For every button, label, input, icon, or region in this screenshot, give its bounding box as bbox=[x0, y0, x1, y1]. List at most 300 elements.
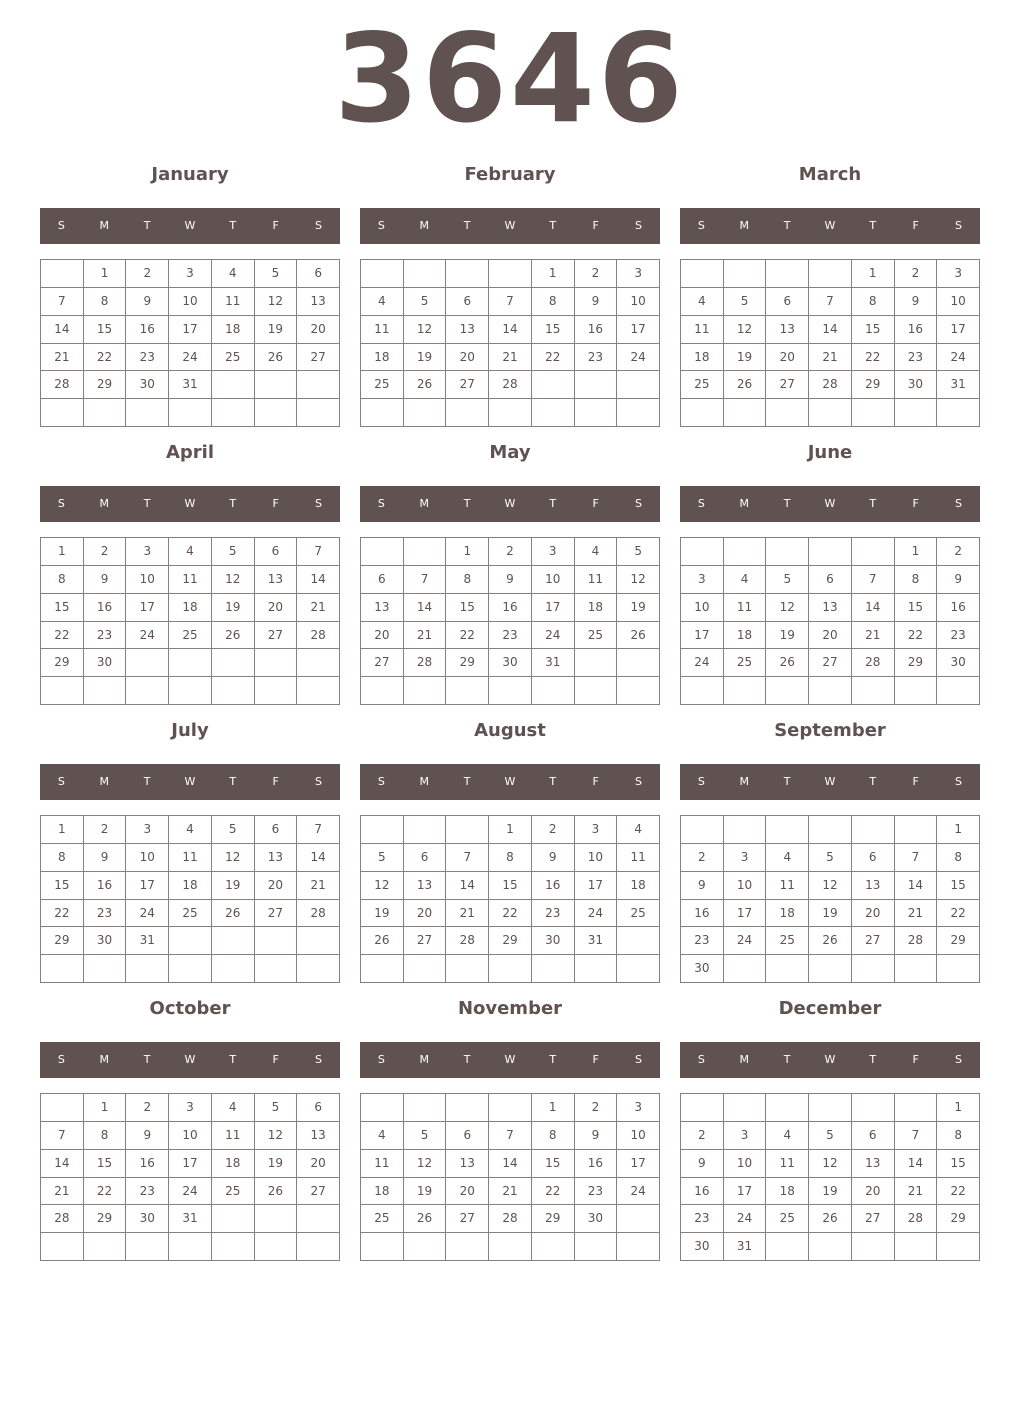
day-cell: 30 bbox=[681, 1233, 724, 1261]
day-grid bbox=[680, 537, 980, 705]
day-cell: 28 bbox=[895, 1205, 938, 1233]
day-cell: 13 bbox=[404, 872, 447, 900]
day-cell: 11 bbox=[575, 566, 618, 594]
weekday-header: S bbox=[954, 497, 962, 510]
empty-day-cell bbox=[41, 399, 84, 427]
weekday-header: S bbox=[314, 497, 322, 510]
day-cell: 17 bbox=[617, 1150, 660, 1178]
day-cell: 26 bbox=[724, 371, 767, 399]
day-cell: 30 bbox=[84, 649, 127, 677]
day-cell: 19 bbox=[404, 344, 447, 372]
weekday-header: S bbox=[377, 775, 385, 788]
weekday-header: S bbox=[377, 497, 385, 510]
empty-day-cell bbox=[404, 538, 447, 566]
day-cell: 20 bbox=[809, 622, 852, 650]
day-cell: 13 bbox=[766, 316, 809, 344]
day-cell: 6 bbox=[297, 260, 340, 288]
weekday-header: M bbox=[739, 1053, 750, 1066]
weekday-header: W bbox=[504, 497, 516, 510]
empty-day-cell bbox=[41, 955, 84, 983]
day-cell: 13 bbox=[297, 288, 340, 316]
empty-day-cell bbox=[617, 649, 660, 677]
weekday-header: T bbox=[783, 497, 791, 510]
empty-day-cell bbox=[212, 955, 255, 983]
day-cell: 8 bbox=[532, 1122, 575, 1150]
day-cell: 20 bbox=[297, 1150, 340, 1178]
day-cell: 16 bbox=[575, 1150, 618, 1178]
day-grid bbox=[360, 259, 660, 427]
day-cell: 6 bbox=[255, 816, 298, 844]
empty-day-cell bbox=[361, 816, 404, 844]
month-name: July bbox=[171, 720, 209, 741]
weekday-header: F bbox=[272, 219, 279, 232]
empty-day-cell bbox=[532, 677, 575, 705]
day-cell: 15 bbox=[532, 1150, 575, 1178]
calendar-year-title: 3646 bbox=[334, 8, 686, 150]
day-cell: 21 bbox=[41, 1178, 84, 1206]
day-cell: 9 bbox=[681, 872, 724, 900]
day-cell: 6 bbox=[446, 288, 489, 316]
day-cell: 17 bbox=[532, 594, 575, 622]
day-cell: 23 bbox=[84, 900, 127, 928]
day-cell: 18 bbox=[766, 1178, 809, 1206]
day-cell: 28 bbox=[489, 371, 532, 399]
day-cell: 27 bbox=[404, 927, 447, 955]
day-cell: 23 bbox=[126, 344, 169, 372]
empty-day-cell bbox=[489, 1094, 532, 1122]
weekday-header: M bbox=[419, 775, 430, 788]
day-cell: 29 bbox=[532, 1205, 575, 1233]
empty-day-cell bbox=[681, 260, 724, 288]
weekday-header: W bbox=[184, 497, 196, 510]
day-cell: 7 bbox=[297, 538, 340, 566]
day-cell: 1 bbox=[446, 538, 489, 566]
day-cell: 19 bbox=[255, 1150, 298, 1178]
weekday-header: T bbox=[229, 219, 237, 232]
day-cell: 7 bbox=[895, 1122, 938, 1150]
day-cell: 19 bbox=[617, 594, 660, 622]
day-cell: 19 bbox=[766, 622, 809, 650]
day-cell: 12 bbox=[809, 1150, 852, 1178]
empty-day-cell bbox=[255, 371, 298, 399]
day-cell: 22 bbox=[937, 900, 980, 928]
day-cell: 18 bbox=[617, 872, 660, 900]
day-cell: 7 bbox=[297, 816, 340, 844]
day-cell: 14 bbox=[41, 1150, 84, 1178]
weekday-header: S bbox=[57, 1053, 65, 1066]
empty-day-cell bbox=[297, 927, 340, 955]
day-cell: 11 bbox=[361, 1150, 404, 1178]
day-cell: 12 bbox=[212, 566, 255, 594]
weekday-header: T bbox=[783, 775, 791, 788]
weekday-header: T bbox=[869, 775, 877, 788]
day-cell: 27 bbox=[852, 927, 895, 955]
day-cell: 4 bbox=[617, 816, 660, 844]
day-cell: 14 bbox=[895, 1150, 938, 1178]
empty-day-cell bbox=[575, 371, 618, 399]
empty-day-cell bbox=[255, 649, 298, 677]
day-cell: 9 bbox=[575, 288, 618, 316]
day-cell: 12 bbox=[809, 872, 852, 900]
empty-day-cell bbox=[575, 955, 618, 983]
weekday-header: M bbox=[739, 219, 750, 232]
day-cell: 2 bbox=[532, 816, 575, 844]
day-cell: 4 bbox=[766, 844, 809, 872]
month-september bbox=[680, 719, 980, 989]
empty-day-cell bbox=[255, 399, 298, 427]
empty-day-cell bbox=[895, 399, 938, 427]
day-cell: 1 bbox=[41, 538, 84, 566]
day-cell: 29 bbox=[937, 927, 980, 955]
empty-day-cell bbox=[809, 538, 852, 566]
day-cell: 22 bbox=[446, 622, 489, 650]
empty-day-cell bbox=[724, 955, 767, 983]
weekday-header: T bbox=[463, 219, 471, 232]
month-june bbox=[680, 441, 980, 711]
day-cell: 31 bbox=[724, 1233, 767, 1261]
empty-day-cell bbox=[446, 677, 489, 705]
weekday-header: W bbox=[504, 1053, 516, 1066]
day-cell: 28 bbox=[404, 649, 447, 677]
day-grid bbox=[360, 537, 660, 705]
empty-day-cell bbox=[361, 955, 404, 983]
day-cell: 18 bbox=[169, 872, 212, 900]
empty-day-cell bbox=[126, 649, 169, 677]
day-cell: 9 bbox=[575, 1122, 618, 1150]
day-cell: 24 bbox=[724, 927, 767, 955]
day-cell: 13 bbox=[852, 1150, 895, 1178]
day-cell: 7 bbox=[489, 288, 532, 316]
day-cell: 13 bbox=[361, 594, 404, 622]
day-cell: 6 bbox=[446, 1122, 489, 1150]
empty-day-cell bbox=[766, 1094, 809, 1122]
day-cell: 11 bbox=[212, 288, 255, 316]
empty-day-cell bbox=[361, 260, 404, 288]
day-cell: 21 bbox=[446, 900, 489, 928]
weekday-header: T bbox=[229, 775, 237, 788]
day-cell: 16 bbox=[126, 316, 169, 344]
empty-day-cell bbox=[852, 399, 895, 427]
day-cell: 12 bbox=[255, 288, 298, 316]
day-cell: 23 bbox=[937, 622, 980, 650]
empty-day-cell bbox=[575, 399, 618, 427]
day-cell: 7 bbox=[404, 566, 447, 594]
day-cell: 6 bbox=[809, 566, 852, 594]
empty-day-cell bbox=[895, 1094, 938, 1122]
day-cell: 17 bbox=[575, 872, 618, 900]
day-cell: 2 bbox=[575, 260, 618, 288]
empty-day-cell bbox=[852, 538, 895, 566]
empty-day-cell bbox=[446, 1094, 489, 1122]
day-cell: 3 bbox=[724, 1122, 767, 1150]
weekday-header-bar bbox=[680, 1042, 980, 1078]
weekday-header: S bbox=[634, 497, 642, 510]
empty-day-cell bbox=[212, 371, 255, 399]
day-cell: 19 bbox=[255, 316, 298, 344]
day-cell: 16 bbox=[84, 594, 127, 622]
day-cell: 2 bbox=[84, 816, 127, 844]
day-cell: 1 bbox=[532, 260, 575, 288]
day-cell: 15 bbox=[446, 594, 489, 622]
day-cell: 26 bbox=[404, 1205, 447, 1233]
day-cell: 20 bbox=[446, 1178, 489, 1206]
day-cell: 5 bbox=[809, 844, 852, 872]
weekday-header: T bbox=[783, 219, 791, 232]
day-cell: 25 bbox=[575, 622, 618, 650]
day-cell: 24 bbox=[681, 649, 724, 677]
day-cell: 17 bbox=[126, 872, 169, 900]
day-cell: 29 bbox=[489, 927, 532, 955]
day-cell: 25 bbox=[766, 927, 809, 955]
empty-day-cell bbox=[169, 1233, 212, 1261]
empty-day-cell bbox=[404, 816, 447, 844]
day-cell: 28 bbox=[41, 1205, 84, 1233]
day-cell: 10 bbox=[724, 1150, 767, 1178]
empty-day-cell bbox=[297, 399, 340, 427]
day-cell: 4 bbox=[361, 1122, 404, 1150]
day-cell: 3 bbox=[681, 566, 724, 594]
day-cell: 24 bbox=[169, 344, 212, 372]
day-cell: 5 bbox=[809, 1122, 852, 1150]
empty-day-cell bbox=[126, 677, 169, 705]
day-cell: 22 bbox=[532, 344, 575, 372]
month-january bbox=[40, 163, 340, 433]
weekday-header: M bbox=[99, 219, 110, 232]
day-cell: 13 bbox=[255, 566, 298, 594]
day-cell: 18 bbox=[724, 622, 767, 650]
day-grid bbox=[680, 1093, 980, 1261]
weekday-header: F bbox=[912, 775, 919, 788]
weekday-header: T bbox=[143, 1053, 151, 1066]
day-cell: 16 bbox=[84, 872, 127, 900]
weekday-header: T bbox=[143, 219, 151, 232]
empty-day-cell bbox=[852, 955, 895, 983]
day-cell: 2 bbox=[895, 260, 938, 288]
weekday-header: W bbox=[184, 219, 196, 232]
day-cell: 19 bbox=[809, 900, 852, 928]
day-cell: 5 bbox=[212, 816, 255, 844]
weekday-header: S bbox=[954, 219, 962, 232]
day-cell: 1 bbox=[84, 1094, 127, 1122]
day-grid bbox=[360, 815, 660, 983]
day-cell: 16 bbox=[489, 594, 532, 622]
weekday-header: T bbox=[549, 775, 557, 788]
day-cell: 10 bbox=[575, 844, 618, 872]
day-cell: 10 bbox=[169, 288, 212, 316]
day-cell: 9 bbox=[895, 288, 938, 316]
day-cell: 15 bbox=[852, 316, 895, 344]
day-cell: 2 bbox=[126, 1094, 169, 1122]
day-cell: 27 bbox=[809, 649, 852, 677]
day-cell: 9 bbox=[126, 288, 169, 316]
empty-day-cell bbox=[84, 677, 127, 705]
weekday-header-bar bbox=[360, 1042, 660, 1078]
empty-day-cell bbox=[297, 649, 340, 677]
day-cell: 28 bbox=[489, 1205, 532, 1233]
day-cell: 24 bbox=[724, 1205, 767, 1233]
weekday-header: F bbox=[912, 219, 919, 232]
day-cell: 9 bbox=[84, 566, 127, 594]
day-cell: 29 bbox=[84, 371, 127, 399]
empty-day-cell bbox=[361, 399, 404, 427]
empty-day-cell bbox=[766, 538, 809, 566]
day-cell: 25 bbox=[766, 1205, 809, 1233]
day-cell: 3 bbox=[169, 260, 212, 288]
day-cell: 19 bbox=[404, 1178, 447, 1206]
day-cell: 20 bbox=[361, 622, 404, 650]
weekday-header: W bbox=[824, 1053, 836, 1066]
day-cell: 8 bbox=[446, 566, 489, 594]
day-cell: 17 bbox=[724, 900, 767, 928]
weekday-header: F bbox=[912, 1053, 919, 1066]
day-cell: 2 bbox=[937, 538, 980, 566]
day-cell: 10 bbox=[169, 1122, 212, 1150]
empty-day-cell bbox=[404, 1233, 447, 1261]
day-cell: 22 bbox=[489, 900, 532, 928]
day-cell: 26 bbox=[404, 371, 447, 399]
empty-day-cell bbox=[361, 538, 404, 566]
weekday-header: S bbox=[57, 497, 65, 510]
day-cell: 10 bbox=[617, 288, 660, 316]
empty-day-cell bbox=[41, 1094, 84, 1122]
day-cell: 5 bbox=[766, 566, 809, 594]
day-cell: 6 bbox=[255, 538, 298, 566]
empty-day-cell bbox=[724, 538, 767, 566]
month-july bbox=[40, 719, 340, 989]
day-grid bbox=[40, 259, 340, 427]
day-cell: 1 bbox=[895, 538, 938, 566]
day-cell: 20 bbox=[852, 1178, 895, 1206]
day-cell: 14 bbox=[809, 316, 852, 344]
day-cell: 21 bbox=[895, 900, 938, 928]
weekday-header: F bbox=[592, 219, 599, 232]
weekday-header: F bbox=[912, 497, 919, 510]
day-cell: 26 bbox=[212, 622, 255, 650]
day-cell: 29 bbox=[41, 649, 84, 677]
day-cell: 8 bbox=[84, 1122, 127, 1150]
month-april bbox=[40, 441, 340, 711]
empty-day-cell bbox=[895, 955, 938, 983]
empty-day-cell bbox=[766, 399, 809, 427]
day-grid bbox=[40, 815, 340, 983]
day-cell: 3 bbox=[937, 260, 980, 288]
day-cell: 3 bbox=[617, 1094, 660, 1122]
day-cell: 18 bbox=[361, 344, 404, 372]
day-cell: 10 bbox=[532, 566, 575, 594]
day-cell: 26 bbox=[212, 900, 255, 928]
empty-day-cell bbox=[361, 1094, 404, 1122]
day-cell: 22 bbox=[84, 1178, 127, 1206]
day-cell: 22 bbox=[895, 622, 938, 650]
empty-day-cell bbox=[681, 816, 724, 844]
day-cell: 11 bbox=[169, 566, 212, 594]
day-cell: 25 bbox=[681, 371, 724, 399]
empty-day-cell bbox=[255, 955, 298, 983]
month-october bbox=[40, 997, 340, 1267]
day-cell: 29 bbox=[852, 371, 895, 399]
empty-day-cell bbox=[212, 1233, 255, 1261]
empty-day-cell bbox=[852, 816, 895, 844]
day-cell: 30 bbox=[575, 1205, 618, 1233]
empty-day-cell bbox=[937, 1233, 980, 1261]
day-cell: 8 bbox=[41, 844, 84, 872]
day-cell: 25 bbox=[169, 900, 212, 928]
day-cell: 13 bbox=[809, 594, 852, 622]
weekday-header: M bbox=[99, 497, 110, 510]
day-cell: 4 bbox=[212, 1094, 255, 1122]
empty-day-cell bbox=[617, 371, 660, 399]
empty-day-cell bbox=[489, 1233, 532, 1261]
weekday-header: T bbox=[869, 1053, 877, 1066]
weekday-header: T bbox=[463, 775, 471, 788]
day-cell: 4 bbox=[169, 538, 212, 566]
day-cell: 11 bbox=[766, 872, 809, 900]
day-cell: 9 bbox=[84, 844, 127, 872]
day-cell: 13 bbox=[297, 1122, 340, 1150]
day-cell: 6 bbox=[852, 1122, 895, 1150]
weekday-header-bar bbox=[360, 764, 660, 800]
empty-day-cell bbox=[681, 1094, 724, 1122]
day-cell: 3 bbox=[575, 816, 618, 844]
day-cell: 5 bbox=[724, 288, 767, 316]
month-name: December bbox=[778, 998, 882, 1019]
day-cell: 25 bbox=[724, 649, 767, 677]
weekday-header: T bbox=[143, 497, 151, 510]
day-cell: 12 bbox=[766, 594, 809, 622]
day-cell: 5 bbox=[404, 288, 447, 316]
weekday-header: S bbox=[634, 1053, 642, 1066]
weekday-header: T bbox=[463, 497, 471, 510]
weekday-header: T bbox=[229, 497, 237, 510]
day-cell: 20 bbox=[766, 344, 809, 372]
day-cell: 30 bbox=[937, 649, 980, 677]
weekday-header: M bbox=[419, 497, 430, 510]
empty-day-cell bbox=[809, 399, 852, 427]
month-name: May bbox=[489, 442, 531, 463]
empty-day-cell bbox=[809, 1233, 852, 1261]
day-cell: 28 bbox=[41, 371, 84, 399]
day-cell: 4 bbox=[681, 288, 724, 316]
day-cell: 24 bbox=[617, 344, 660, 372]
month-march bbox=[680, 163, 980, 433]
day-cell: 30 bbox=[126, 371, 169, 399]
day-cell: 10 bbox=[617, 1122, 660, 1150]
empty-day-cell bbox=[724, 260, 767, 288]
empty-day-cell bbox=[852, 1233, 895, 1261]
empty-day-cell bbox=[84, 399, 127, 427]
day-cell: 18 bbox=[212, 1150, 255, 1178]
day-cell: 6 bbox=[361, 566, 404, 594]
weekday-header: T bbox=[143, 775, 151, 788]
day-cell: 10 bbox=[724, 872, 767, 900]
day-cell: 4 bbox=[361, 288, 404, 316]
weekday-header: W bbox=[824, 775, 836, 788]
day-grid bbox=[40, 537, 340, 705]
empty-day-cell bbox=[809, 260, 852, 288]
day-cell: 27 bbox=[446, 371, 489, 399]
empty-day-cell bbox=[41, 1233, 84, 1261]
day-cell: 5 bbox=[617, 538, 660, 566]
empty-day-cell bbox=[404, 677, 447, 705]
day-cell: 18 bbox=[766, 900, 809, 928]
day-cell: 14 bbox=[446, 872, 489, 900]
day-cell: 16 bbox=[532, 872, 575, 900]
empty-day-cell bbox=[361, 1233, 404, 1261]
weekday-header-bar bbox=[360, 486, 660, 522]
day-cell: 14 bbox=[489, 316, 532, 344]
day-cell: 11 bbox=[361, 316, 404, 344]
day-cell: 6 bbox=[852, 844, 895, 872]
